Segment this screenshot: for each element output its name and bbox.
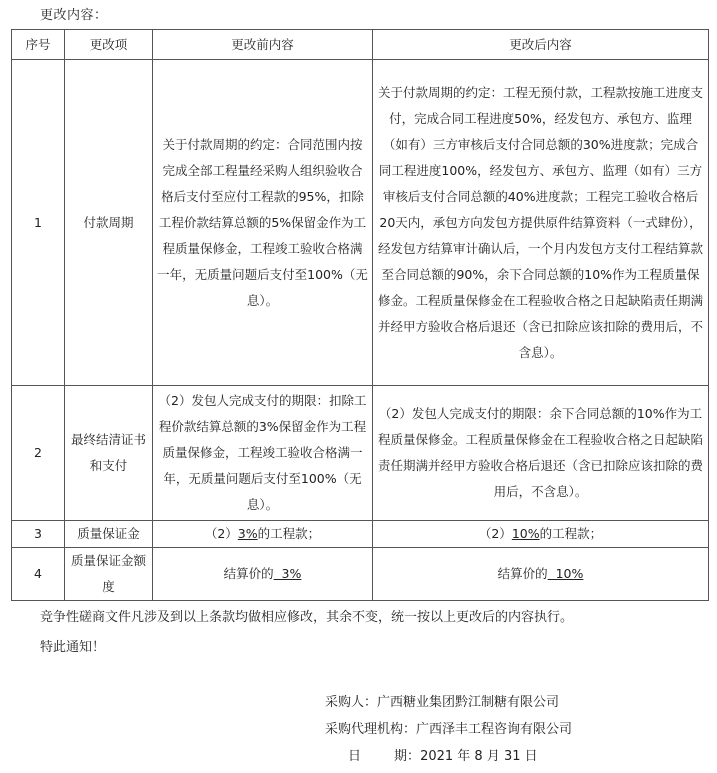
after-text: （2）发包人完成支付的期限：余下合同总额的10%作为工程质量保修金。工程质量保修金在工程验收合格之日起缺陷责任期满并经甲方验收合格后退还（含已扣除应该扣除的费用后，不含息）。 bbox=[377, 406, 703, 499]
before-suffix: 的工程款； bbox=[257, 526, 321, 541]
row-after bbox=[373, 386, 709, 521]
purchaser-label: 采购人： bbox=[325, 695, 378, 710]
row-after bbox=[373, 521, 709, 548]
agency-line bbox=[325, 718, 572, 737]
row-no: 3 bbox=[12, 521, 65, 548]
row-before bbox=[153, 548, 373, 601]
date-line bbox=[348, 745, 538, 764]
table-header-row bbox=[12, 30, 709, 60]
before-text: 关于付款周期的约定：合同范围内按完成全部工程量经采购人组织验收合格后支付至应付工程款的95%，扣除工程价款结算总额的5%保留金作为工程质量保修金，工程竣工验收合格满一年，无质量问题后支付至100%（无息）。 bbox=[157, 136, 368, 308]
after-prefix: （2） bbox=[478, 526, 512, 541]
after-prefix: 结算价的 bbox=[497, 566, 548, 581]
after-text: 关于付款周期的约定：工程无预付款，工程款按施工进度支付，完成合同工程进度50%，经发包方、承包方、监理（如有）三方审核后支付合同总额的30%进度款；完成合同工程进度100%，经发包方、承包方、监理（如有）三方审核后支付合同总额的40%进度款；工程完工验收合格后20天内，承包方向发包方提供原件结算资料（一式肆份），经发包方结算审计确认后，一个月内发包方支付工程结算款至合同总额的90%，余下合同总额的10%作为工程质量保修金。工程质量保修金在工程验收合格之日起缺陷责任期满并经甲方验收合格后退还（含已扣除应该扣除的费用后，不含息）。 bbox=[377, 84, 703, 360]
table-row bbox=[12, 521, 709, 548]
after-value: 10% bbox=[511, 526, 540, 541]
purchaser-name: 广西糖业集团黔江制糖有限公司 bbox=[377, 695, 560, 710]
row-after bbox=[373, 60, 709, 386]
table-row bbox=[12, 386, 709, 521]
row-item bbox=[65, 548, 153, 601]
before-prefix: 结算价的 bbox=[223, 566, 274, 581]
table-row bbox=[12, 548, 709, 601]
agency-label: 采购代理机构： bbox=[325, 722, 417, 737]
date-value: 2021 年 8 月 31 日 bbox=[420, 749, 538, 764]
before-text: （2）发包人完成支付的期限：扣除工程价款结算总额的3%保留金作为工程质量保修金，工程竣工验收合格满一年，无质量问题后支付至100%（无息）。 bbox=[158, 393, 367, 512]
after-suffix: 的工程款； bbox=[539, 526, 603, 541]
item-text: 质量保证金额度 bbox=[70, 553, 146, 594]
after-value: 10% bbox=[547, 566, 584, 581]
footer-note: 竞争性磋商文件凡涉及到以上条款均做相应修改，其余不变，统一按以上更改后的内容执行。 bbox=[40, 610, 574, 625]
row-no: 4 bbox=[12, 548, 65, 601]
before-value: 3% bbox=[237, 526, 258, 541]
agency-name: 广西泽丰工程咨询有限公司 bbox=[416, 722, 573, 737]
row-item: 质量保证金 bbox=[65, 521, 153, 548]
date-label: 日 期： bbox=[348, 749, 421, 764]
row-before bbox=[153, 521, 373, 548]
header-after: 更改后内容 bbox=[373, 30, 709, 60]
row-no: 1 bbox=[12, 60, 65, 386]
purchaser-line bbox=[325, 691, 559, 710]
before-prefix: （2） bbox=[204, 526, 238, 541]
row-after bbox=[373, 548, 709, 601]
notice-text: 特此通知！ bbox=[40, 640, 106, 655]
row-before bbox=[153, 386, 373, 521]
item-text: 最终结清证书和支付 bbox=[70, 432, 146, 473]
row-before bbox=[153, 60, 373, 386]
row-item: 付款周期 bbox=[65, 60, 153, 386]
changes-table bbox=[11, 29, 709, 601]
row-item bbox=[65, 386, 153, 521]
header-item: 更改项 bbox=[65, 30, 153, 60]
row-no: 2 bbox=[12, 386, 65, 521]
header-before: 更改前内容 bbox=[153, 30, 373, 60]
before-value: 3% bbox=[273, 566, 302, 581]
table-row bbox=[12, 60, 709, 386]
header-no: 序号 bbox=[12, 30, 65, 60]
section-heading: 更改内容： bbox=[40, 8, 108, 23]
